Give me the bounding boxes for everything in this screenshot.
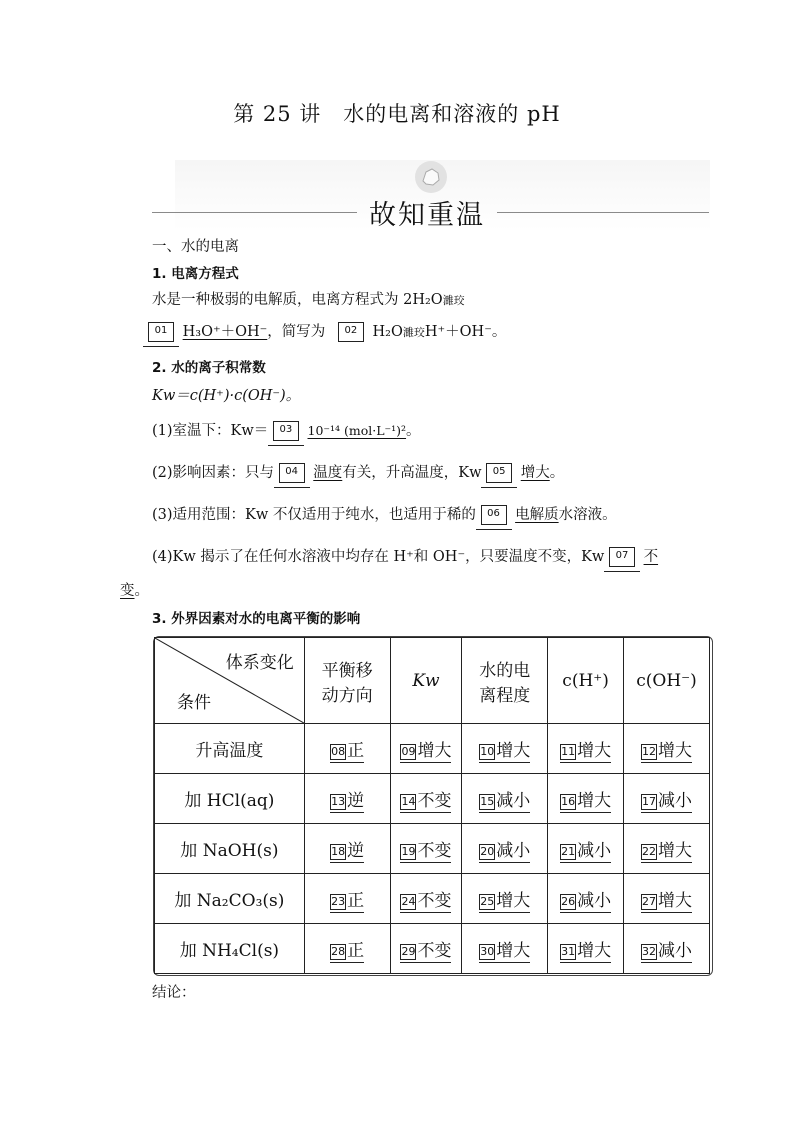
subsection-heading: 1. 电离方程式 [152,266,239,282]
answer-number-box: 27 [642,894,657,908]
answer-text: 减小 [496,791,531,811]
answer-text: 增大 [417,741,452,761]
answer-cell [624,924,710,974]
answer-text: 10⁻¹⁴ (mol·L⁻¹)² [307,423,407,438]
answer-blank [609,547,635,567]
answer-value [479,841,530,863]
answer-number-box: 10 [480,744,495,758]
answer-text: 电解质 [515,507,559,523]
answer-blank [486,463,512,483]
answer-cell [548,824,624,874]
text: 水溶液。 [558,507,617,523]
answer-value [330,791,364,813]
answer-text: 变 [120,583,135,599]
text: 。 [134,583,149,599]
paragraph [152,463,564,483]
answer-text: 增大 [577,941,612,961]
text: (1)室温下：Kw＝ [152,423,269,439]
answer-value [400,891,451,913]
answer-text: 减小 [577,891,612,911]
answer-cell [624,724,710,774]
answer-number-box: 28 [331,944,346,958]
answer-value [400,841,451,863]
answer-value [641,891,692,913]
blank-number: 01 [154,325,168,336]
answer-number-box: 20 [480,844,495,858]
answer-number-box: 25 [480,894,495,908]
answer-text: 减小 [658,791,693,811]
answer-text: 不变 [417,891,452,911]
equilibrium-symbol: 濉珓 [442,294,465,307]
answer-text: 正 [347,741,365,761]
paragraph [152,421,421,441]
condition-cell: 升高温度 [155,724,305,774]
answer-cell [462,924,548,974]
answer-text: 减小 [658,941,693,961]
answer-text: 正 [347,941,365,961]
answer-value [330,841,364,863]
answer-number-box: 32 [642,944,657,958]
table-header-cell [548,638,624,724]
influence-table [154,637,710,974]
blank-number: 04 [285,466,299,477]
answer-cell [304,824,390,874]
answer-cell [462,824,548,874]
paragraph [152,505,617,525]
answer-cell [624,774,710,824]
answer-number-box: 21 [561,844,576,858]
conclusion-label: 结论： [152,985,196,1001]
table-header-cell [390,638,462,724]
blank-number: 06 [487,508,500,519]
header-line: c(H⁺) [562,670,609,691]
blank-number: 05 [492,466,506,477]
corner-label-top: 体系变化 [225,653,294,673]
answer-number-box: 09 [401,744,416,758]
answer-text: 增大 [658,891,693,911]
answer-number-box: 30 [480,944,495,958]
answer-number-box: 18 [331,844,346,858]
answer-number-box: 08 [331,744,346,758]
formula: Kw＝c(H⁺)·c(OH⁻)。 [152,388,301,404]
table-corner-cell [155,638,305,724]
table-header-row [155,638,710,724]
answer-cell [304,924,390,974]
text: 。 [406,423,421,439]
answer-number-box: 23 [331,894,346,908]
blank-number: 02 [344,325,358,336]
answer-cell [390,924,462,974]
answer-number-box: 16 [561,794,576,808]
table-header-cell [624,638,710,724]
answer-cell [548,924,624,974]
stone-icon [414,160,448,194]
answer-cell [390,824,462,874]
answer-value [400,791,451,813]
paragraph-continuation [120,581,149,601]
page-title: 第 25 讲 水的电离和溶液的 pH [233,102,561,126]
answer-text: 不变 [417,941,452,961]
answer-value [479,941,530,963]
answer-value [479,891,530,913]
answer-text: 减小 [496,841,531,861]
table-row [155,724,710,774]
header-line: 离程度 [479,685,531,706]
answer-text: 温度 [313,465,343,481]
answer-cell [390,724,462,774]
answer-text: 增大 [496,941,531,961]
table-header-cell [304,638,390,724]
answer-text: 正 [347,891,365,911]
answer-number-box: 22 [642,844,657,858]
table-row [155,824,710,874]
paragraph [148,322,506,343]
answer-value [560,841,611,863]
answer-number-box: 26 [561,894,576,908]
answer-text: 不变 [417,841,452,861]
answer-text: 增大 [520,465,550,481]
answer-value [641,741,692,763]
answer-number-box: 29 [401,944,416,958]
answer-text: 逆 [347,791,365,811]
answer-cell [462,724,548,774]
answer-value [560,891,611,913]
text: (4)Kw 揭示了在任何水溶液中均存在 H⁺和 OH⁻，只要温度不变，Kw [152,549,605,565]
blank-number: 03 [279,424,293,435]
table-row [155,874,710,924]
subsection-heading: 3. 外界因素对水的电离平衡的影响 [152,611,361,627]
text: 有关，升高温度，Kw [342,465,482,481]
condition-cell: 加 Na₂CO₃(s) [155,874,305,924]
corner-label-bottom: 条件 [177,693,211,713]
answer-cell [624,874,710,924]
answer-text: 增大 [658,741,693,761]
answer-cell [462,874,548,924]
answer-value [641,841,692,863]
answer-value [330,741,364,763]
banner-rule-right [497,212,709,213]
answer-blank [273,421,299,441]
text: 水是一种极弱的电解质，电离方程式为 2H₂O [152,292,443,308]
answer-value [560,791,611,813]
answer-text: 增大 [496,741,531,761]
answer-number-box: 19 [401,844,416,858]
section-heading: 一、水的电离 [152,239,239,255]
answer-text: 增大 [658,841,693,861]
answer-number-box: 24 [401,894,416,908]
answer-text: 不变 [417,791,452,811]
answer-text: 逆 [347,841,365,861]
answer-cell [462,774,548,824]
subsection-heading: 2. 水的离子积常数 [152,360,266,376]
answer-text: 增大 [496,891,531,911]
answer-blank [481,505,507,525]
answer-text: 增大 [577,791,612,811]
answer-value [560,941,611,963]
text: (2)影响因素：只与 [152,465,275,481]
answer-blank [338,322,364,342]
answer-number-box: 15 [480,794,495,808]
answer-cell [548,724,624,774]
answer-value [330,891,364,913]
blank-number: 07 [615,550,629,561]
answer-value [479,741,530,763]
answer-number-box: 12 [642,744,657,758]
answer-value [400,741,451,763]
table-row [155,924,710,974]
answer-cell [304,874,390,924]
answer-cell [548,774,624,824]
answer-number-box: 13 [331,794,346,808]
text: H⁺＋OH⁻。 [424,324,507,340]
answer-text: 不 [643,549,659,565]
text: 。 [549,465,565,481]
equilibrium-symbol: 濉珓 [402,326,425,339]
banner-rule-left [152,212,357,213]
answer-value [641,791,692,813]
text: H₂O [372,324,403,340]
answer-cell [304,774,390,824]
answer-cell [548,874,624,924]
answer-number-box: 11 [561,744,576,758]
answer-cell [624,824,710,874]
text: ，简写为 [267,324,326,340]
answer-blank [148,322,174,342]
paragraph [152,547,658,567]
header-line: 平衡移 [321,660,373,681]
paragraph [152,290,465,311]
table-row [155,774,710,824]
condition-cell: 加 NH₄Cl(s) [155,924,305,974]
header-line: c(OH⁻) [636,670,697,691]
answer-text: H₃O⁺＋OH⁻ [182,324,268,340]
answer-cell [390,874,462,924]
header-line: 动方向 [321,685,373,706]
answer-number-box: 31 [561,944,576,958]
answer-text: 减小 [577,841,612,861]
header-line: 水的电 [479,660,531,681]
answer-number-box: 14 [401,794,416,808]
answer-cell [390,774,462,824]
answer-value [330,941,364,963]
answer-value [479,791,530,813]
answer-text: 增大 [577,741,612,761]
condition-cell: 加 NaOH(s) [155,824,305,874]
banner-title: 故知重温 [369,200,485,231]
table-header-cell [462,638,548,724]
answer-value [641,941,692,963]
answer-number-box: 17 [642,794,657,808]
answer-cell [304,724,390,774]
text: (3)适用范围：Kw 不仅适用于纯水，也适用于稀的 [152,507,476,523]
header-line: Kw [412,670,440,691]
answer-value [560,741,611,763]
answer-value [400,941,451,963]
answer-blank [279,463,305,483]
condition-cell: 加 HCl(aq) [155,774,305,824]
